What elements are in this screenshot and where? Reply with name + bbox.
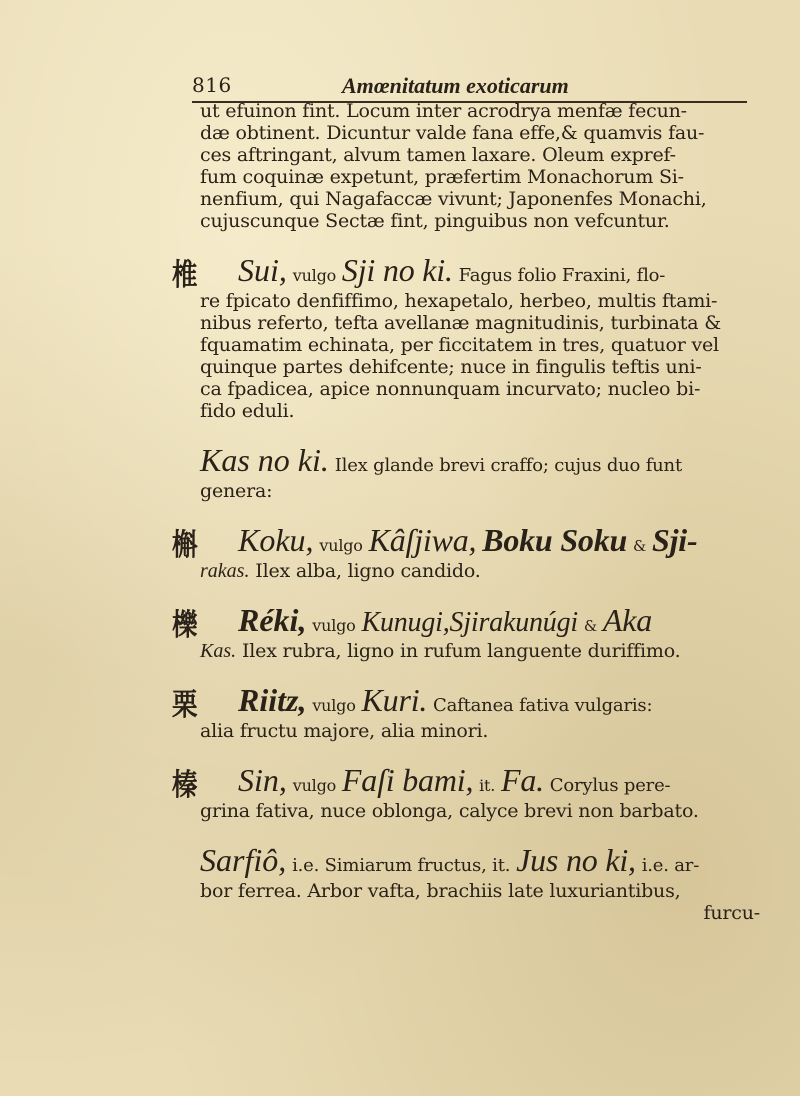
text-line: dæ obtinent. Dicuntur valde fana effe,& quamvis fau-: [200, 122, 705, 144]
entry-gloss: i.e. ar-: [641, 855, 700, 876]
entry-sarfio: [200, 840, 770, 924]
running-head: [192, 73, 752, 103]
entry-reki: [172, 600, 770, 662]
page-number: 816: [192, 73, 232, 97]
entry-headword: Réki,: [238, 602, 307, 638]
entry-headword: Riitz,: [238, 682, 307, 718]
intro-paragraph: [200, 100, 770, 232]
text-line: ces aftringant, alvum tamen laxare. Oleum expref-: [200, 144, 676, 166]
text-line: nibus referto, tefta avellanæ magnitudinis, turbinata &: [200, 312, 721, 334]
vernacular-name: Kâſjiwa,: [368, 522, 477, 558]
text-line: ca fpadicea, apice nonnunquam incurvato; nucleo bi-: [200, 378, 701, 400]
ampersand: &: [632, 537, 647, 555]
vernacular-name: Faſi bami,: [341, 762, 474, 798]
alternate-name: Jus no ki,: [516, 842, 636, 878]
alternate-name: Kas.: [200, 640, 237, 662]
text-line: fum coquinæ expetunt, præfertim Monachorum Si-: [200, 166, 684, 188]
entry-koku: [172, 520, 770, 582]
entry-kas: [200, 440, 770, 502]
alternate-name: Fa.: [501, 762, 544, 798]
text-line: ut efuinon fint. Locum inter acrodrya menfæ fecun-: [200, 100, 687, 122]
text-line: nenfium, qui Nagafaccæ vivunt; Japonenfes Monachi,: [200, 188, 707, 210]
alternate-name: Aka: [602, 602, 652, 638]
kanji-character: 槲: [172, 528, 198, 563]
vernacular-name: Sji no ki.: [341, 252, 453, 288]
entry-sin: [172, 760, 770, 822]
entry-sui: [172, 250, 770, 422]
running-title: Amœnitatum exoticarum: [342, 73, 569, 98]
entry-headword: Sin,: [238, 762, 287, 798]
entry-headword: Kas no ki.: [200, 442, 329, 478]
entry-gloss: Fagus folio Fraxini, flo-: [458, 265, 666, 286]
entry-riitz: [172, 680, 770, 742]
kanji-character: 榛: [172, 768, 198, 803]
vulgo-label: vulgo: [319, 536, 363, 555]
text-line: cujuscunque Sectæ fint, pinguibus non vefcuntur.: [200, 210, 670, 232]
body-text: [172, 100, 770, 924]
entry-gloss: Ilex rubra, ligno in rufum languente duriffimo.: [241, 640, 681, 662]
ampersand: &: [583, 617, 597, 635]
vulgo-label: vulgo: [292, 776, 337, 795]
text-line: genera:: [200, 480, 273, 502]
text-line: fido eduli.: [200, 400, 295, 422]
entry-headword: Sui,: [238, 252, 287, 288]
vulgo-label: vulgo: [292, 266, 337, 285]
alternate-name: rakas.: [200, 560, 250, 582]
text-line: quinque partes dehifcente; nuce in fingulis teftis uni-: [200, 356, 702, 378]
alternate-name: Sji-: [651, 522, 698, 558]
entry-gloss: Ilex alba, ligno candido.: [255, 560, 481, 582]
entry-gloss: Ilex glande brevi craffo; cujus duo funt: [334, 455, 682, 476]
vernacular-name: Kunugi,Sjirakunúgi: [361, 607, 578, 638]
text-line: grina fativa, nuce oblonga, calyce brevi non barbato.: [200, 800, 699, 822]
entry-gloss: Corylus pere-: [549, 775, 671, 796]
vulgo-label: vulgo: [312, 696, 356, 715]
text-line: alia fructu majore, alia minori.: [200, 720, 489, 742]
kanji-character: 櫟: [172, 608, 198, 643]
text-line: re fpicato denfiffimo, hexapetalo, herbeo, multis ftami-: [200, 290, 718, 312]
text-line: bor ferrea. Arbor vafta, brachiis late luxuriantibus,: [200, 880, 681, 902]
kanji-character: 椎: [172, 258, 198, 293]
vulgo-label: vulgo: [312, 616, 356, 635]
entry-gloss: Caftanea fativa vulgaris:: [433, 695, 653, 716]
alternate-name: Boku Soku: [482, 522, 628, 558]
it-label: it.: [479, 776, 496, 795]
entry-headword: Sarfiô,: [200, 842, 287, 878]
entry-headword: Koku,: [238, 522, 314, 558]
vernacular-name: Kuri.: [361, 682, 428, 718]
kanji-character: 栗: [172, 688, 198, 723]
text-line: fquamatim echinata, per ficcitatem in tres, quatuor vel: [200, 334, 719, 356]
entry-gloss: i.e. Simiarum fructus, it.: [292, 855, 511, 876]
catchword: furcu-: [703, 902, 760, 924]
